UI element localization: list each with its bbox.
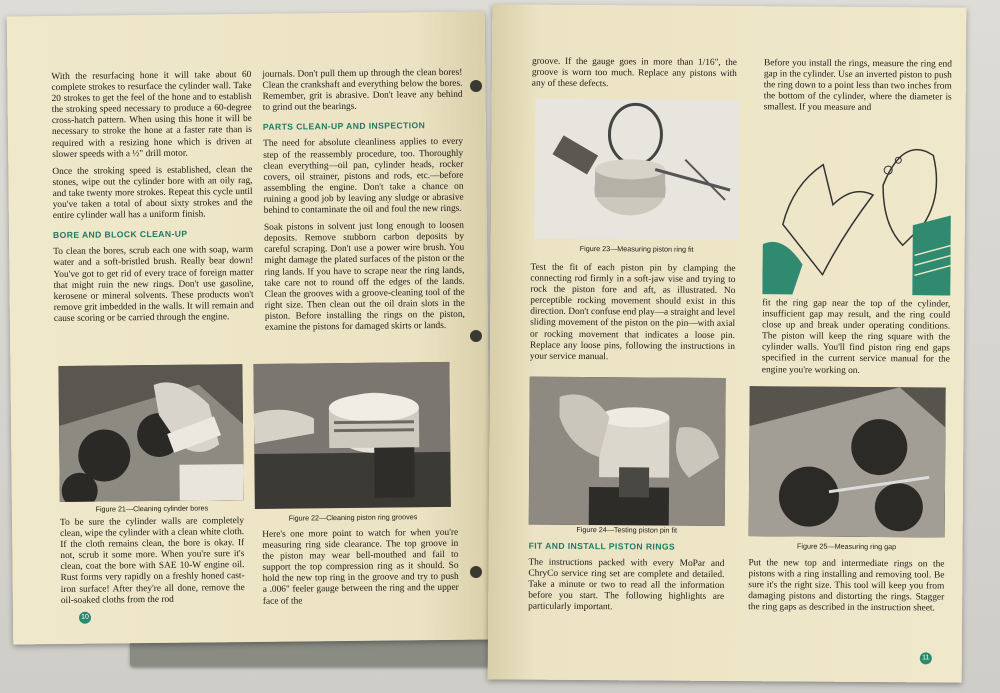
paragraph: The instructions packed with every MoPar and ChryCo service ring set are complete and detailed. Take a minute or two to read all the information before you start. The following highlights are particularly important.	[528, 557, 725, 613]
right-page	[488, 4, 967, 682]
right-column-2-mid	[762, 298, 951, 383]
right-column-1-top	[532, 57, 737, 98]
left-column-2	[262, 68, 465, 340]
figure-22-caption: Figure 22—Cleaning piston ring grooves	[288, 512, 418, 523]
paragraph: Here's one more point to watch for when you're measuring ring side clearance. The top groove in the piston may wear bell-mouthed and fail to support the top compression ring as it should. So hold the new top ring in the groove and try to push a .006" feeler gauge between the ring and the upper face of the	[262, 527, 459, 607]
paragraph: groove. If the gauge goes in more than 1/16", the groove is worn too much. Replace any pistons with any of these defects.	[531, 56, 737, 90]
page-number-left: 10	[79, 612, 91, 624]
left-bottom-col-1	[60, 516, 245, 613]
figure-21-caption: Figure 21—Cleaning cylinder bores	[95, 503, 209, 514]
right-column-1-mid	[530, 263, 736, 370]
paragraph: journals. Don't pull them up through the clean bores! Clean the crankshaft and everything below the bores. Remember, grit is abrasive. Don't leave any behind to grind out the bearings.	[262, 67, 463, 114]
section-heading-fit: FIT AND INSTALL PISTON RINGS	[528, 540, 676, 552]
section-heading-parts: PARTS CLEAN-UP AND INSPECTION	[262, 120, 426, 133]
binder-hole	[470, 330, 482, 342]
left-column-1	[51, 70, 254, 331]
figure-21-photo	[58, 364, 243, 502]
paragraph: To clean the bores, scrub each one with soap, warm water and a soft-bristled brush. Really bear down! You've got to get rid of every trace of foreign matter that might ruin the new rings. Don't use gasoline, kerosene or mineral solvents. These products won't remove grit imbedded in the walls. It will remain and cause scoring or be carried through the engine.	[53, 245, 254, 324]
figure-24-photo	[529, 377, 726, 526]
left-bottom-col-2	[262, 528, 459, 614]
binder-hole	[470, 80, 482, 92]
figure-23-photo	[535, 99, 740, 240]
paragraph: The need for absolute cleanliness applies to every step of the reassembly procedure, too. Thoroughly clean everything—oil pan, cylinder heads, rocker covers, oil strainer, pistons and rods, etc.—before assembling the engine. Don't take a chance on ruining a good job by leaving any sludge or abrasive behind to contaminate the oil and foul the new rings.	[263, 137, 464, 216]
figure-24-caption: Figure 24—Testing piston pin fit	[576, 524, 678, 535]
figure-22-photo	[253, 362, 451, 509]
right-column-2-top	[764, 58, 952, 121]
paragraph: fit the ring gap near the top of the cylinder, insufficient gap may result, and the ring could close up and break under operating conditions. The piston will keep the ring square with the cylinder walls. You'll find piston ring end gaps specified in the current service manual for the engine you're working on.	[761, 298, 951, 376]
right-bottom-col-1	[528, 533, 725, 621]
paragraph: Once the stroking speed is established, clean the stones, wipe out the cylinder bore with an oily rag, and take twenty more strokes. Repeat this cycle until you've taken a total of about sixty strokes and the entire cylinder wall has a uniform finish.	[52, 164, 253, 222]
figure-25-photo	[749, 386, 946, 537]
hands-illustration	[762, 124, 951, 295]
page-number-right: 11	[920, 652, 932, 664]
left-page	[7, 12, 492, 645]
paragraph: Test the fit of each piston pin by clamping the connecting rod firmly in a soft-jaw vise and trying to rock the piston fore and aft, as illustrated. No perceptible rocking movement should exist in this direction. Don't confuse end play—a straight and level sliding movement of the piston on the pin—with axial or rocking movement that indicates a loose pin. Replace any loose pins, following the instructions in your service manual.	[529, 262, 736, 362]
figure-25-caption: Figure 25—Measuring ring gap	[797, 541, 897, 552]
binder-hole	[470, 566, 482, 578]
figure-23-caption: Figure 23—Measuring piston ring fit	[579, 243, 694, 254]
section-heading-bore: BORE AND BLOCK CLEAN-UP	[52, 228, 188, 241]
paragraph: Before you install the rings, measure the ring end gap in the cylinder. Use an inverted piston to push the ring down to a point less than two inches from the bottom of the cylinder, where the diameter is smallest. If you measure and	[763, 58, 952, 114]
paragraph: With the resurfacing hone it will take about 60 complete strokes to resurface the cylinder wall. Take 20 strokes to get the feel of the hone and to establish the stroking speed necessary to produce a 60-degree cross-hatch pattern. When using this hone it will be necessary to stroke the hone at a faster rate than is required with a resizing hone which is driven at slower speeds with a ½" drill motor.	[51, 69, 253, 160]
paragraph: Soak pistons in solvent just long enough to loosen deposits. Remove stubborn carbon deposits by careful scraping. Don't use a power wire brush. You might damage the plated surfaces of the piston or the ring lands. If you have to scrape near the ring lands, take care not to round off the edges of the lands. Clean the grooves with a groove-cleaning tool of the right size. Then clean out the oil drain slots in the piston. Before installing the rings on the piston, examine the pistons for damaged skirts or lands.	[263, 220, 465, 333]
paragraph: Put the new top and intermediate rings on the pistons with a ring installing and removing tool. Be sure it's the right size. This tool will keep you from damaging pistons and distorting the rings. Stagger the ring gaps as described in the instruction sheet.	[748, 558, 945, 614]
right-bottom-col-2	[748, 558, 944, 621]
paragraph: To be sure the cylinder walls are completely clean, wipe the cylinder with a clean white cloth. If the cloth remains clean, the bore is okay. If not, scrub it some more. When you're sure it's clean, coat the bore with SAE 10-W engine oil. Rust forms very rapidly on a freshly honed cast-iron surface! After they're all done, remove the oil-soaked cloths from the rod	[59, 516, 245, 606]
